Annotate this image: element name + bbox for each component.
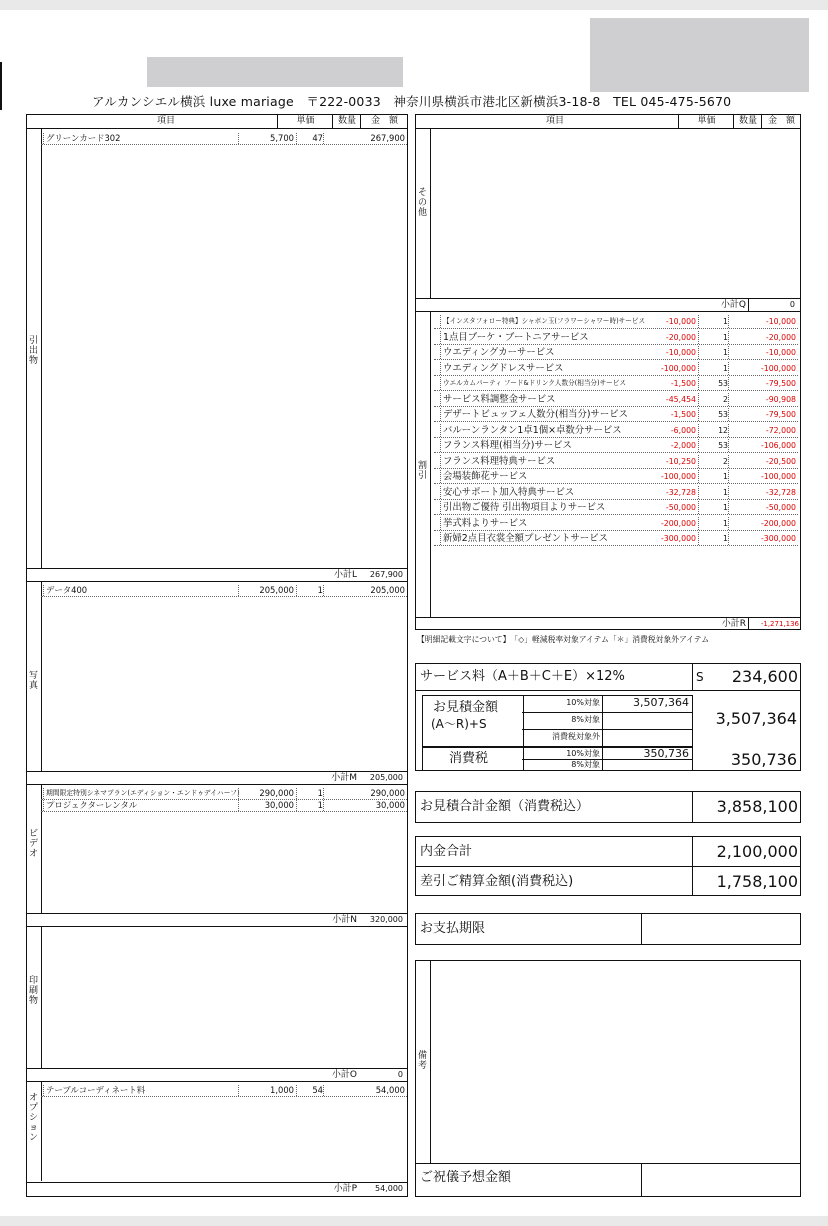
discount-qty: 1: [700, 501, 729, 514]
discount-amount: -106,000: [760, 441, 796, 450]
venue-address: 神奈川県横浜市港北区新横浜3-18-8: [393, 94, 601, 109]
discount-qty: 1: [700, 470, 729, 483]
tax-t10-label: 10%対象: [566, 749, 600, 758]
video-label: ビデオ: [28, 829, 38, 859]
discount-item-name: バルーンランタン1卓1個×卓数分サービス: [440, 424, 622, 437]
service-mark: S: [696, 670, 704, 684]
discount-item-name: ウエディングドレスサービス: [440, 362, 563, 375]
table-row: [434, 532, 798, 546]
discount-unit-price: -100,000: [644, 470, 699, 483]
table-row: [434, 424, 798, 438]
discount-item-name: 新婦2点目衣裳全額プレゼントサービス: [440, 532, 608, 545]
table-row: [434, 470, 798, 484]
discount-item-name: フランス料理(相当分)サービス: [440, 439, 572, 452]
discount-item-name: ウエディングカーサービス: [440, 346, 555, 359]
discount-item-name: 1点目ブーケ・ブートニアサービス: [440, 331, 589, 344]
table-row: [434, 439, 798, 453]
rule: [522, 729, 602, 730]
discount-amount: -300,000: [760, 534, 796, 543]
estimate-total: 3,507,364: [715, 709, 797, 728]
discount-qty: 1: [700, 532, 729, 545]
discount-unit-price: -1,500: [644, 377, 699, 390]
tax-exempt-label: 消費税対象外: [552, 732, 600, 741]
balance-value: 1,758,100: [716, 872, 798, 891]
table-row: プロジェクターレンタル 30,000 1 30,000: [41, 800, 407, 812]
discount-item-name: 安心サポート加入特典サービス: [440, 486, 574, 499]
remarks-label: 備考: [417, 1051, 427, 1071]
balance-label: 差引ご精算金額(消費税込): [420, 874, 574, 889]
discount-unit-price: -20,000: [644, 331, 699, 344]
table-row: グリーンカード302 5,700 47 267,900: [41, 133, 407, 145]
rule: [602, 759, 692, 760]
table-row: テーブルコーディネート料 1,000 54 54,000: [41, 1085, 407, 1097]
discount-qty: 1: [700, 362, 729, 375]
subtotal-q: 小計Q 0: [416, 298, 800, 312]
tax-categories: [522, 747, 603, 771]
grand-value-cell: [692, 792, 801, 822]
discount-qty: 2: [700, 393, 729, 406]
table-row: [434, 486, 798, 500]
discount-qty: 53: [700, 377, 729, 390]
notation-note: 【明細記載文字について】 「◇」軽減税率対象アイテム「＊」消費税対象外アイテム: [417, 635, 710, 644]
left-column-header: [27, 115, 407, 129]
discount-unit-price: -2,000: [644, 439, 699, 452]
discount-item-name: 会場装飾花サービス: [440, 470, 527, 483]
payment-due-box: [415, 913, 801, 945]
discount-unit-price: -6,000: [644, 424, 699, 437]
discount-amount: -100,000: [760, 472, 796, 481]
gift-label: ご祝儀予想金額: [420, 1170, 512, 1185]
discount-unit-price: -1,500: [644, 408, 699, 421]
discount-amount: -100,000: [760, 363, 796, 373]
subtotal-o: 小計O 0: [27, 1068, 407, 1082]
estimate-sublabel: (A〜R)+S: [431, 717, 487, 731]
redacted-area-1: [147, 57, 403, 87]
estimate-label-cell: [422, 695, 524, 747]
grand-label: お見積合計金額（消費税込）: [420, 799, 590, 814]
t8-label: 8%対象: [571, 715, 600, 724]
discount-amount: -32,728: [765, 487, 796, 497]
rule: [602, 729, 692, 730]
discount-qty: 1: [700, 315, 729, 328]
right-column-header: 項目 単価 数量 金 額: [416, 115, 800, 129]
col-unit-price: 単価: [277, 115, 333, 128]
rule: [416, 866, 800, 867]
discount-amount: -10,000: [765, 348, 796, 357]
discount-amount: -79,500: [765, 410, 796, 419]
deposit-box: [415, 836, 801, 896]
service-value-cell: [692, 664, 801, 690]
hikidemono-label-cell: [27, 128, 42, 568]
discount-unit-price: -10,000: [644, 346, 699, 359]
rule: [416, 1163, 800, 1164]
summary-box: [415, 663, 801, 771]
tax-label: 消費税: [449, 751, 489, 766]
tax-total: 350,736: [730, 750, 797, 769]
venue-postal: 〒222-0033: [306, 94, 381, 109]
other-label-cell: [416, 128, 431, 298]
due-label: お支払期限: [420, 921, 486, 936]
estimate-label: お見積金額: [433, 700, 499, 715]
estimate-document: [0, 10, 828, 1216]
rule: [522, 712, 602, 713]
tax-label-cell: [422, 747, 524, 771]
discount-item-name: フランス料理特典サービス: [440, 455, 555, 468]
remarks-box: [415, 960, 801, 1197]
option-label-cell: [27, 1081, 42, 1181]
discount-qty: 53: [700, 408, 729, 421]
left-items-table: [26, 114, 408, 1197]
col-item: 項目: [156, 116, 175, 126]
discount-item-name: 引出物ご優待 引出物項目よりサービス: [440, 501, 605, 514]
discount-item-name: 挙式料よりサービス: [440, 517, 527, 530]
table-row: [434, 315, 798, 329]
discount-amount: -20,500: [765, 456, 796, 466]
tax-t8-label: 8%対象: [571, 760, 600, 769]
discount-unit-price: -300,000: [644, 532, 699, 545]
rule: [602, 712, 692, 713]
other-label: その他: [417, 188, 427, 218]
video-label-cell: [27, 784, 42, 913]
hikidemono-label: 引出物: [28, 336, 38, 366]
remarks-label-cell: [416, 961, 431, 1163]
discount-amount: -50,000: [765, 503, 796, 512]
rule: [416, 690, 800, 691]
service-label: サービス料（A＋B＋C＋E）×12%: [420, 669, 625, 684]
discount-amount: -72,000: [765, 425, 796, 435]
photo-label: 写真: [28, 671, 38, 691]
subtotal-r: 小計R -1,271,136: [416, 617, 800, 630]
table-row: [434, 377, 798, 391]
table-row: 期間限定特別シネマプラン(エディション・エンドゥデイハーフ) 290,000 1 290,000: [41, 788, 407, 800]
col-qty: 数量: [332, 115, 361, 128]
table-row: [434, 346, 798, 360]
redacted-area-2: [590, 18, 809, 92]
option-label: オプション: [28, 1093, 38, 1143]
discount-qty: 1: [700, 346, 729, 359]
venue-header: [92, 92, 731, 110]
table-row: データ400 205,000 1 205,000: [41, 585, 407, 597]
table-row: [434, 362, 798, 376]
discount-amount: -10,000: [765, 317, 796, 326]
discount-unit-price: -50,000: [644, 501, 699, 514]
discount-item-name: ウエルカムパーティ フード&ドリンク人数分(相当分)サービス: [440, 377, 626, 390]
discount-qty: 2: [700, 455, 729, 468]
table-row: [434, 393, 798, 407]
discount-amount: -90,908: [765, 394, 796, 404]
subtotal-n: 小計N 320,000: [27, 913, 407, 927]
grand-total-box: [415, 791, 801, 823]
subtotal-l: 小計L 267,900: [27, 568, 407, 582]
discount-amount: -20,000: [765, 332, 796, 342]
discount-unit-price: -10,000: [644, 315, 699, 328]
table-row: [434, 501, 798, 515]
discount-unit-price: -32,728: [644, 486, 699, 499]
discount-unit-price: -100,000: [644, 362, 699, 375]
discount-qty: 1: [700, 331, 729, 344]
tax-10-value: 350,736: [643, 747, 689, 760]
t10-label: 10%対象: [566, 698, 600, 707]
table-row: [434, 331, 798, 345]
discount-amount: -200,000: [760, 518, 796, 528]
discount-item-name: デザートビュッフェ人数分(相当分)サービス: [440, 408, 628, 421]
discount-unit-price: -200,000: [644, 517, 699, 530]
estimate-amounts: [602, 695, 693, 747]
due-value-cell: [641, 914, 642, 944]
deposit-label: 内金合計: [420, 844, 473, 859]
service-value: 234,600: [731, 667, 798, 686]
col-amount: 金 額: [360, 115, 408, 128]
estimate-tax-categories: [522, 695, 603, 747]
discount-label: 割引: [417, 461, 427, 481]
photo-label-cell: [27, 581, 42, 771]
discount-qty: 1: [700, 517, 729, 530]
estimate-10-value: 3,507,364: [633, 696, 689, 709]
discount-qty: 1: [700, 486, 729, 499]
table-row: [434, 455, 798, 469]
discount-label-cell: [416, 311, 431, 617]
deposit-value: 2,100,000: [716, 842, 798, 861]
discount-qty: 12: [700, 424, 729, 437]
grand-value: 3,858,100: [716, 797, 798, 816]
gift-value-cell: [641, 1163, 642, 1196]
discount-unit-price: -10,250: [644, 455, 699, 468]
edge-mark: [0, 62, 2, 110]
venue-name: アルカンシエル横浜 luxe mariage: [92, 94, 294, 109]
table-row: [434, 517, 798, 531]
subtotal-p: 小計P 54,000: [27, 1182, 407, 1195]
right-items-table: [415, 114, 801, 630]
discount-amount: -79,500: [765, 379, 796, 388]
subtotal-m: 小計M 205,000: [27, 771, 407, 785]
venue-tel: TEL 045-475-5670: [613, 94, 732, 109]
discount-qty: 53: [700, 439, 729, 452]
print-label: 印刷物: [28, 976, 38, 1006]
tax-amounts: [602, 747, 693, 771]
table-row: [434, 408, 798, 422]
discount-unit-price: -45,454: [644, 393, 699, 406]
discount-item-name: 【インスタフォロー特典】シャボン玉(フラワーシャワー時)サービス: [440, 315, 645, 328]
print-label-cell: [27, 926, 42, 1068]
discount-item-name: サービス料調整金サービス: [440, 393, 556, 406]
